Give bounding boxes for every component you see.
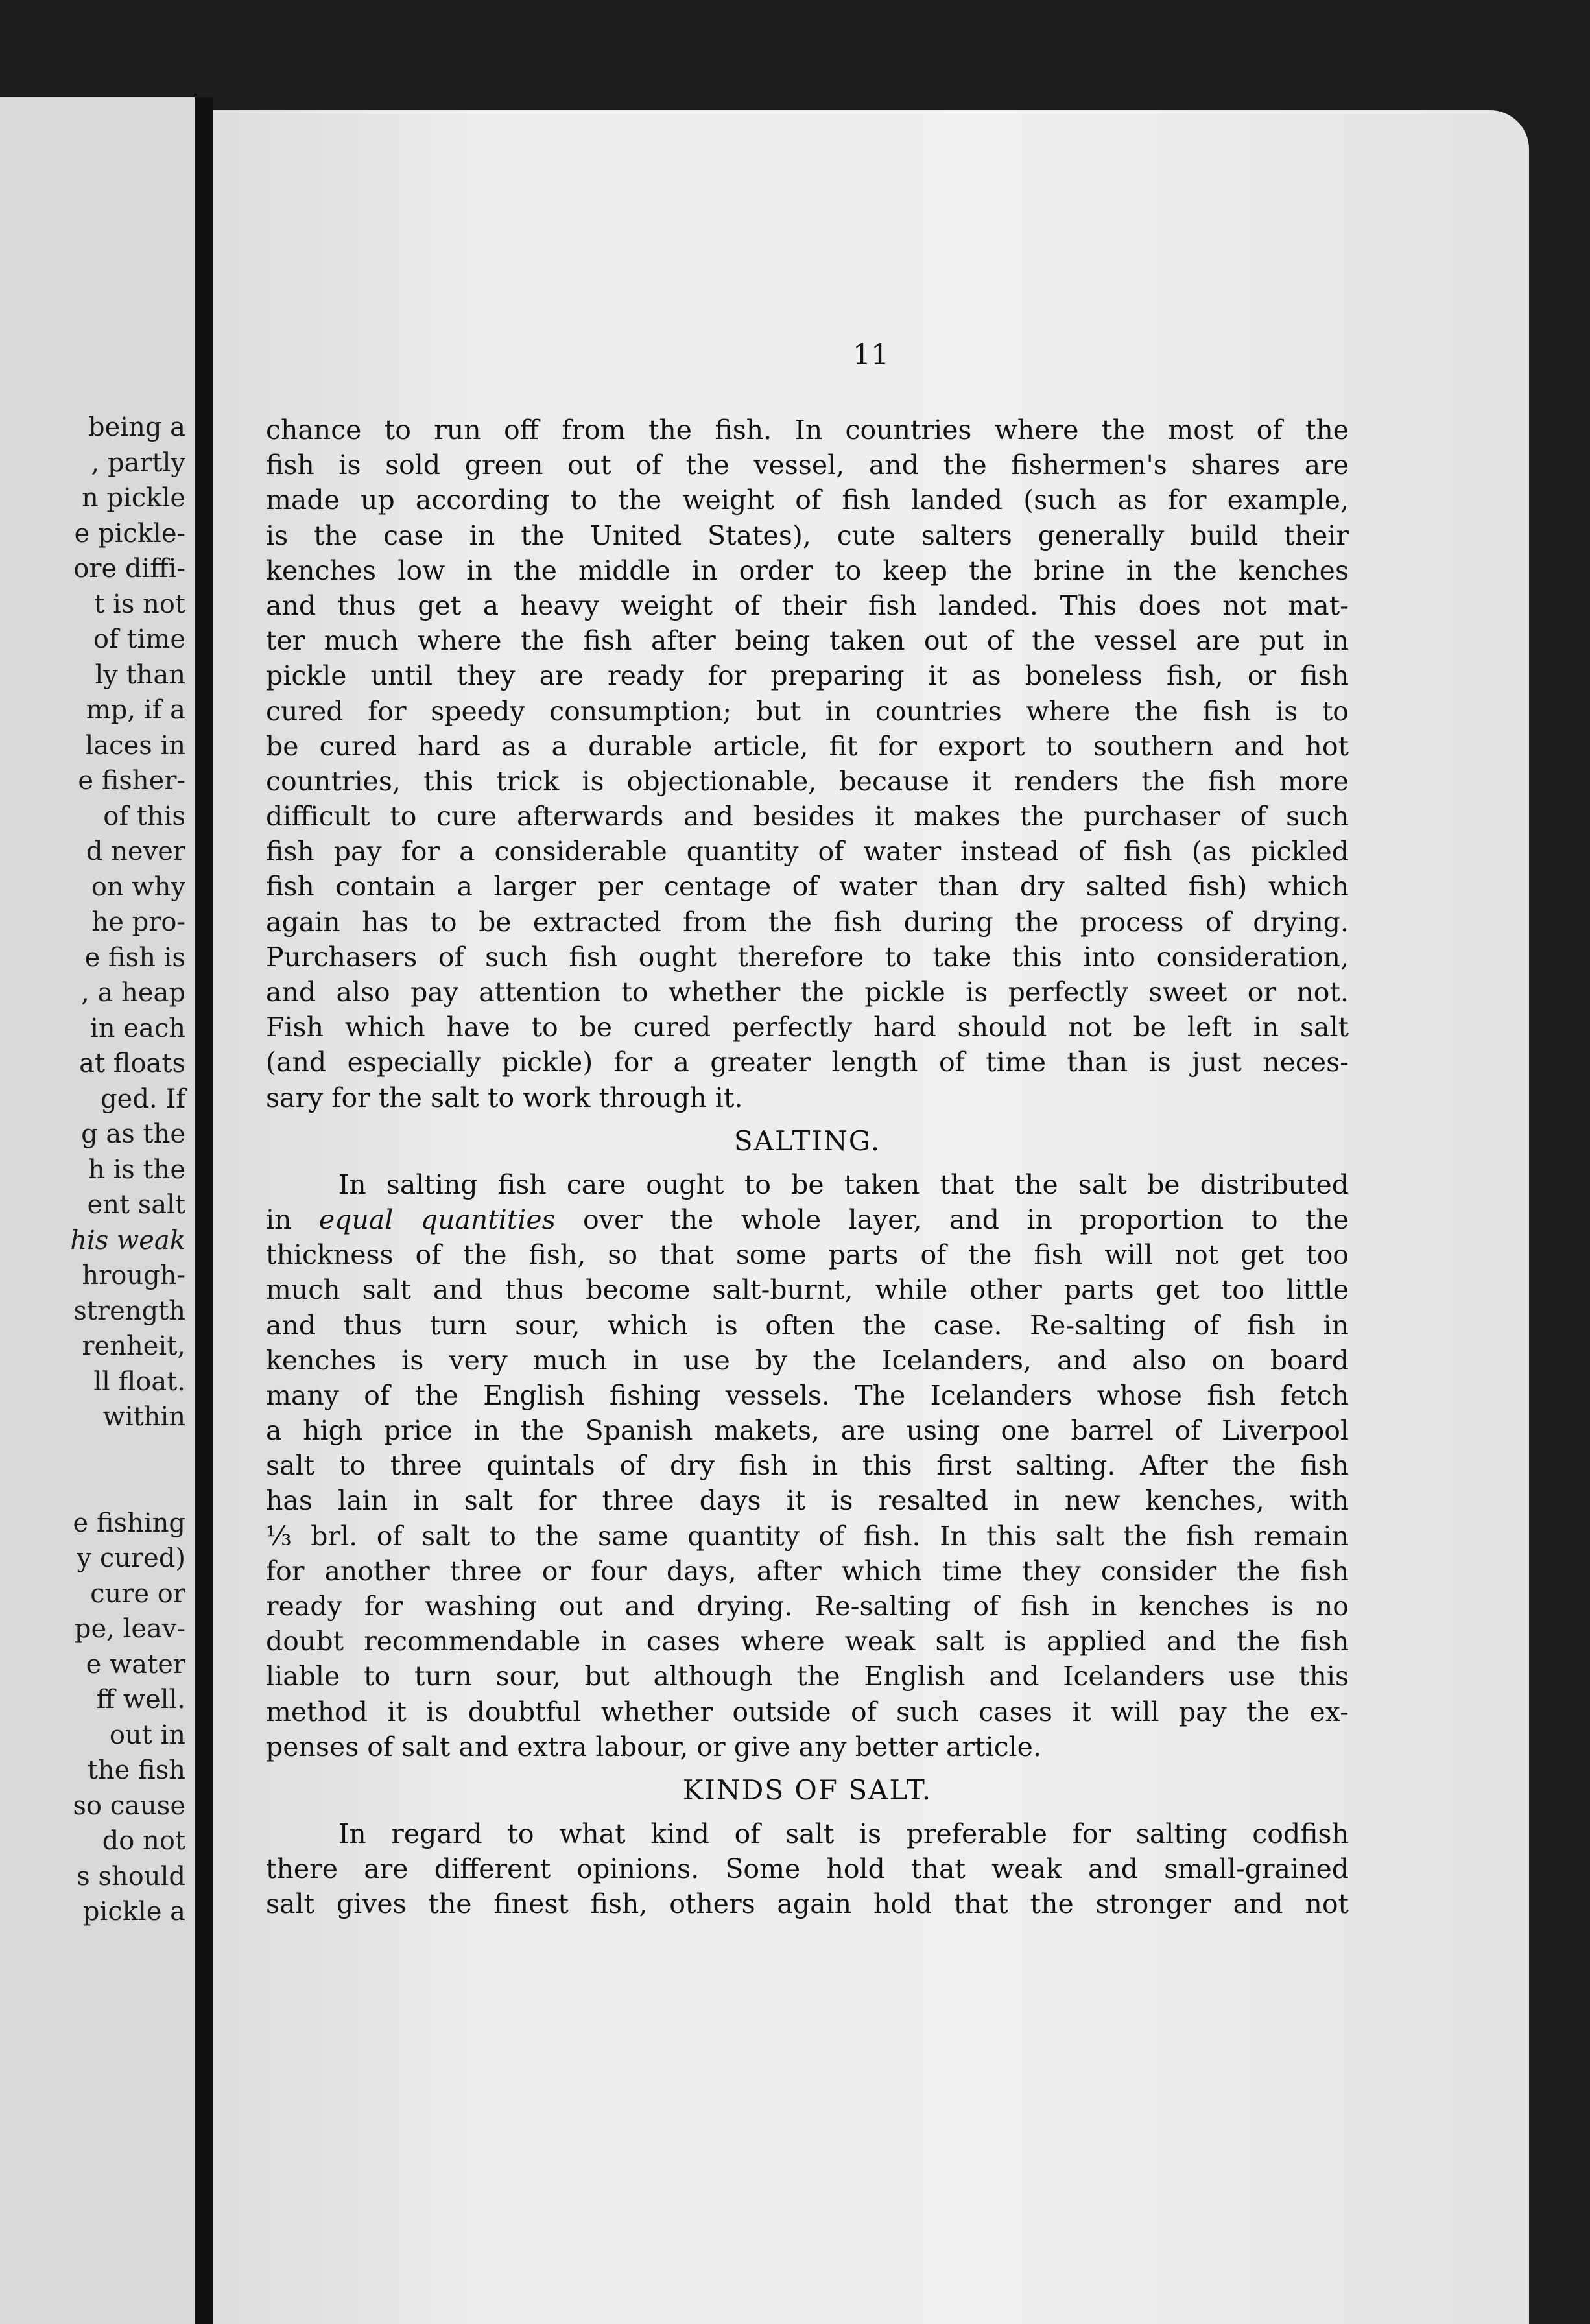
text-line: Fish which have to be cured perfectly hard should not be left in salt bbox=[266, 1012, 1349, 1043]
text-line: many of the English fishing vessels. The Icelanders whose fish fetch bbox=[266, 1379, 1349, 1411]
text-line: fish pay for a considerable quantity of water instead of fish (as pickled bbox=[266, 836, 1349, 868]
left-text-fragment: t is not bbox=[94, 589, 185, 619]
paragraph-salting bbox=[266, 1237, 1349, 1764]
left-text-fragment: , partly bbox=[91, 447, 185, 478]
emphasis-text: equal quantities bbox=[318, 1204, 556, 1235]
text-line: and thus turn sour, which is often the case. Re-salting of fish in bbox=[266, 1309, 1349, 1341]
left-text-fragment: of this bbox=[103, 801, 185, 831]
left-text-fragment: e fish is bbox=[84, 942, 185, 973]
left-text-fragment: cure or bbox=[90, 1578, 185, 1609]
text-line: In salting fish care ought to be taken that the salt be distributed bbox=[338, 1168, 1349, 1200]
left-text-fragment: pe, leav- bbox=[74, 1614, 185, 1644]
left-text-fragment: being a bbox=[88, 412, 185, 442]
left-text-fragment: on why bbox=[91, 872, 185, 902]
text-line: sary for the salt to work through it. bbox=[266, 1082, 743, 1113]
text-line: Purchasers of such fish ought therefore to take this into consideration, bbox=[266, 941, 1349, 973]
text-line: be cured hard as a durable article, fit for export to southern and hot bbox=[266, 730, 1349, 762]
text-line: chance to run off from the fish. In countries where the most of the bbox=[266, 414, 1349, 445]
left-text-fragment: hrough- bbox=[82, 1261, 185, 1290]
text-line: cured for speedy consumption; but in countries where the fish is to bbox=[266, 695, 1349, 727]
text-line: and thus get a heavy weight of their fish landed. This does not mat- bbox=[266, 589, 1349, 621]
text-line: much salt and thus become salt-burnt, while other parts get too little bbox=[266, 1274, 1349, 1306]
left-text-fragment: ll float. bbox=[93, 1366, 185, 1397]
left-text-fragment: h is the bbox=[88, 1154, 185, 1185]
text-line: penses of salt and extra labour, or give any better article. bbox=[266, 1731, 1041, 1762]
page-number: 11 bbox=[853, 338, 889, 372]
text-line: liable to turn sour, but although the English and Icelanders use this bbox=[266, 1661, 1349, 1692]
text-line: made up according to the weight of fish landed (such as for example, bbox=[266, 484, 1349, 516]
left-text-fragment: , a heap bbox=[81, 978, 185, 1008]
left-text-fragment: ly than bbox=[95, 659, 185, 690]
text-line: difficult to cure afterwards and besides it makes the purchaser of such bbox=[266, 801, 1349, 833]
left-text-fragment: ent salt bbox=[87, 1190, 185, 1220]
text-line: kenches is very much in use by the Icelanders, and also on board bbox=[266, 1344, 1349, 1376]
left-text-fragment: mp, if a bbox=[86, 695, 185, 725]
left-text-fragment: laces in bbox=[85, 730, 185, 761]
text-line: again has to be extracted from the fish during the process of drying. bbox=[266, 906, 1349, 938]
text-line: doubt recommendable in cases where weak salt is applied and the fish bbox=[266, 1626, 1349, 1657]
left-text-fragment: y cured) bbox=[77, 1543, 185, 1573]
left-text-fragment: ged. If bbox=[101, 1084, 185, 1114]
text-line: ready for washing out and drying. Re-salting of fish in kenches is no bbox=[266, 1591, 1349, 1622]
left-text-fragment: s should bbox=[77, 1861, 185, 1891]
left-text-fragment: out in bbox=[109, 1720, 185, 1750]
left-text-fragment: of time bbox=[93, 624, 185, 654]
left-text-fragment: e water bbox=[86, 1649, 185, 1679]
text-line: and also pay attention to whether the pickle is perfectly sweet or not. bbox=[266, 977, 1349, 1008]
text-line: salt gives the finest fish, others again hold that the stronger and not bbox=[266, 1888, 1349, 1920]
text-line: is the case in the United States), cute salters generally build their bbox=[266, 519, 1349, 551]
paragraph-kinds-of-salt bbox=[266, 1816, 1349, 1922]
left-text-fragment: in each bbox=[90, 1013, 185, 1043]
text-line: salt to three quintals of dry fish in this first salting. After the fish bbox=[266, 1450, 1349, 1482]
left-text-fragment: d never bbox=[86, 836, 185, 866]
left-page-fragment bbox=[0, 97, 195, 2324]
left-gap bbox=[0, 1435, 185, 1506]
text-line: pickle until they are ready for preparing it as boneless fish, or fish bbox=[266, 660, 1349, 692]
left-text-fragment: e fishing bbox=[73, 1508, 185, 1538]
text-line: there are different opinions. Some hold that weak and small-grained bbox=[266, 1853, 1349, 1885]
text-line: a high price in the Spanish makets, are using one barrel of Liverpool bbox=[266, 1415, 1349, 1447]
left-text-fragment: so cause bbox=[73, 1790, 185, 1821]
left-text-fragment: at floats bbox=[79, 1049, 185, 1078]
left-text-fragment: do not bbox=[102, 1826, 185, 1856]
left-text-fragment: ore diffi- bbox=[73, 554, 185, 584]
text-line: method it is doubtful whether outside of such cases it will pay the ex- bbox=[266, 1696, 1349, 1727]
left-text-fragment: pickle a bbox=[82, 1897, 185, 1927]
text-line: countries, this trick is objectionable, because it renders the fish more bbox=[266, 765, 1349, 797]
left-text-fragment: he pro- bbox=[91, 907, 185, 937]
text-line: has lain in salt for three days it is resalted in new kenches, with bbox=[266, 1485, 1349, 1517]
heading-kinds-of-salt: KINDS OF SALT. bbox=[682, 1773, 932, 1806]
page-text bbox=[266, 412, 1349, 1922]
text-line: thickness of the fish, so that some parts of the fish will not get too bbox=[266, 1239, 1349, 1271]
left-text-fragment: n pickle bbox=[82, 483, 185, 513]
text-line: fish is sold green out of the vessel, and the fishermen's shares are bbox=[266, 449, 1349, 481]
text-line: fish contain a larger per centage of water than dry salted fish) which bbox=[266, 871, 1349, 903]
left-text-fragment: the fish bbox=[87, 1755, 185, 1785]
left-page-text bbox=[0, 410, 185, 1930]
left-text-fragment: e fisher- bbox=[78, 766, 185, 796]
left-text-fragment: renheit, bbox=[82, 1331, 185, 1361]
left-text-fragment: e pickle- bbox=[74, 518, 185, 549]
text-line: for another three or four days, after which time they consider the fish bbox=[266, 1555, 1349, 1587]
paragraph-pickle bbox=[266, 412, 1349, 1115]
text-line: in equal quantities over the whole layer, and in proportion to the bbox=[266, 1204, 1349, 1235]
text-line: (and especially pickle) for a greater length of time than is just neces- bbox=[266, 1047, 1349, 1078]
left-text-fragment: strength bbox=[73, 1296, 185, 1326]
left-text-fragment: within bbox=[102, 1402, 185, 1432]
text-line: kenches low in the middle in order to keep the brine in the kenches bbox=[266, 554, 1349, 586]
text-line: ter much where the fish after being taken out of the vessel are put in bbox=[266, 625, 1349, 657]
text-line: In regard to what kind of salt is preferable for salting codfish bbox=[338, 1818, 1349, 1849]
heading-salting: SALTING. bbox=[733, 1124, 881, 1157]
left-text-fragment: ff well. bbox=[96, 1685, 185, 1714]
left-text-fragment: his weak bbox=[70, 1225, 185, 1255]
left-text-fragment: g as the bbox=[81, 1119, 185, 1149]
book-spine bbox=[195, 97, 213, 2324]
text-line: ⅓ brl. of salt to the same quantity of fish. In this salt the fish remain bbox=[266, 1520, 1349, 1552]
